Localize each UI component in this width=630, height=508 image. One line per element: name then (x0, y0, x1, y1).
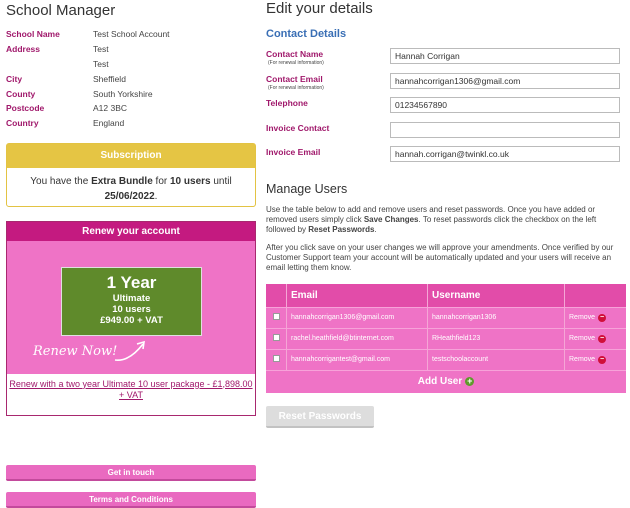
manage-users-approval-note: After you click save on your user changes we will approve your amendments. Once verified by our Customer Support team your account will be automatically updated and your users will receive an email letting them know. (266, 242, 614, 272)
school-manager-title: School Manager (6, 2, 116, 19)
row-checkbox[interactable] (273, 334, 280, 341)
edit-details-panel (266, 0, 626, 428)
users-table (266, 284, 626, 393)
minus-circle-icon: − (600, 313, 605, 321)
info-key: Postcode (6, 103, 45, 114)
subscription-text-part: You have the (30, 175, 92, 187)
plus-circle-icon: + (467, 376, 473, 386)
minus-circle-icon: − (600, 355, 605, 363)
info-key: School Name (6, 29, 60, 40)
manage-users-instructions (266, 205, 626, 235)
contact-email-label: Contact Email (266, 73, 323, 84)
info-key: County (6, 88, 36, 99)
contact-details-title: Contact Details (266, 28, 347, 40)
user-email: hannahcorrigantest@gmail.com (286, 349, 427, 370)
info-key: Country (6, 118, 39, 129)
renew-plan-card[interactable] (61, 267, 202, 336)
contact-email-sublabel: (For renewal information) (268, 84, 324, 91)
subscription-bundle: Extra Bundle (91, 175, 153, 187)
user-email: hannahcorrigan1306@gmail.com (286, 307, 427, 328)
info-row-postcode (6, 101, 256, 116)
info-value: South Yorkshire (93, 88, 153, 99)
info-value: Test (93, 58, 109, 69)
contact-name-sublabel: (For renewal information) (268, 60, 324, 66)
remove-label: Remove (569, 314, 596, 321)
plan-price: £949.00 + VAT (100, 314, 163, 326)
email-column-header: Email (286, 284, 427, 307)
user-username: hannahcorrigan1306 (427, 307, 564, 328)
info-row-county (6, 86, 256, 101)
invoice-contact-row (266, 120, 626, 145)
invoice-contact-field[interactable] (390, 122, 620, 138)
plan-type: Ultimate (112, 292, 151, 304)
reset-passwords-button[interactable]: Reset Passwords (266, 406, 374, 428)
remove-label: Remove (569, 356, 596, 363)
telephone-row (266, 95, 626, 120)
edit-details-title: Edit your details (266, 0, 373, 17)
remove-user-button[interactable] (564, 349, 626, 370)
info-value: England (93, 118, 125, 129)
plan-years: 1 Year (106, 272, 157, 292)
table-row (266, 307, 626, 328)
info-row-address-2 (6, 57, 256, 72)
row-checkbox[interactable] (273, 355, 280, 362)
contact-name-label: Contact Name (266, 49, 324, 59)
terms-and-conditions-button[interactable]: Terms and Conditions (6, 492, 256, 508)
invoice-email-label: Invoice Email (266, 147, 321, 157)
manage-users-title: Manage Users (266, 181, 348, 196)
school-info (6, 27, 256, 131)
info-value: Test (93, 44, 109, 55)
user-username: RHeathfield123 (427, 328, 564, 349)
subscription-text-part: for (152, 175, 170, 187)
info-row-country (6, 116, 256, 131)
plan-users: 10 users (112, 303, 151, 315)
table-row (266, 328, 626, 349)
info-value: A12 3BC (93, 103, 128, 114)
invoice-email-field[interactable]: hannah.corrigan@twinkl.co.uk (390, 146, 620, 162)
instructions-text: . To reset passwords click the checkbox on the left followed by (266, 214, 597, 234)
row-checkbox[interactable] (273, 313, 280, 320)
instructions-save-changes: Save Changes (363, 214, 419, 224)
info-value: Test School Account (93, 29, 170, 40)
remove-label: Remove (569, 335, 596, 342)
remove-user-button[interactable] (564, 328, 626, 349)
table-row (266, 349, 626, 370)
users-table-header (266, 284, 626, 307)
info-row-city (6, 71, 256, 86)
telephone-field[interactable]: 01234567890 (390, 97, 620, 113)
info-row-school-name (6, 27, 256, 42)
instructions-text: Use the table below to add and remove users and reset passwords. Once you have added or removed users simply click (266, 204, 596, 224)
invoice-contact-label: Invoice Contact (266, 122, 330, 133)
renew-two-year-link[interactable]: Renew with a two year Ultimate 10 user package - £1,898.00 + VAT (7, 374, 255, 415)
renew-account-box (6, 221, 256, 416)
contact-email-row (266, 71, 626, 96)
subscription-users: 10 users (170, 175, 211, 187)
subscription-date: 25/06/2022 (104, 190, 155, 202)
info-row-address (6, 42, 256, 57)
minus-circle-icon: − (600, 334, 605, 342)
info-key: Address (6, 44, 41, 55)
school-manager-panel (6, 0, 256, 508)
subscription-heading: Subscription (7, 144, 255, 168)
add-user-label: Add User (417, 376, 463, 387)
get-in-touch-button[interactable]: Get in touch (6, 465, 256, 481)
contact-name-row (266, 46, 626, 71)
telephone-label: Telephone (266, 98, 308, 108)
info-value: Sheffield (93, 73, 126, 84)
contact-form (266, 46, 626, 169)
contact-name-field[interactable]: Hannah Corrigan (390, 48, 620, 64)
invoice-email-row (266, 144, 626, 169)
instructions-text: . (374, 224, 377, 234)
renew-now-text: Renew Now! (33, 343, 118, 359)
subscription-box (6, 143, 256, 207)
info-key: City (6, 73, 23, 84)
subscription-text (7, 168, 255, 206)
instructions-reset-passwords: Reset Passwords (308, 224, 375, 234)
curved-arrow-icon (111, 336, 151, 366)
remove-user-button[interactable] (564, 307, 626, 328)
user-username: testschoolaccount (427, 349, 564, 370)
user-email: rachel.heathfield@btinternet.com (286, 328, 427, 349)
subscription-text-part: until (210, 175, 232, 187)
contact-email-field[interactable]: hannahcorrigan1306@gmail.com (390, 73, 620, 89)
renew-heading: Renew your account (7, 222, 255, 241)
username-column-header: Username (427, 284, 564, 307)
subscription-text-part: . (154, 190, 158, 202)
add-user-button[interactable] (266, 370, 626, 393)
